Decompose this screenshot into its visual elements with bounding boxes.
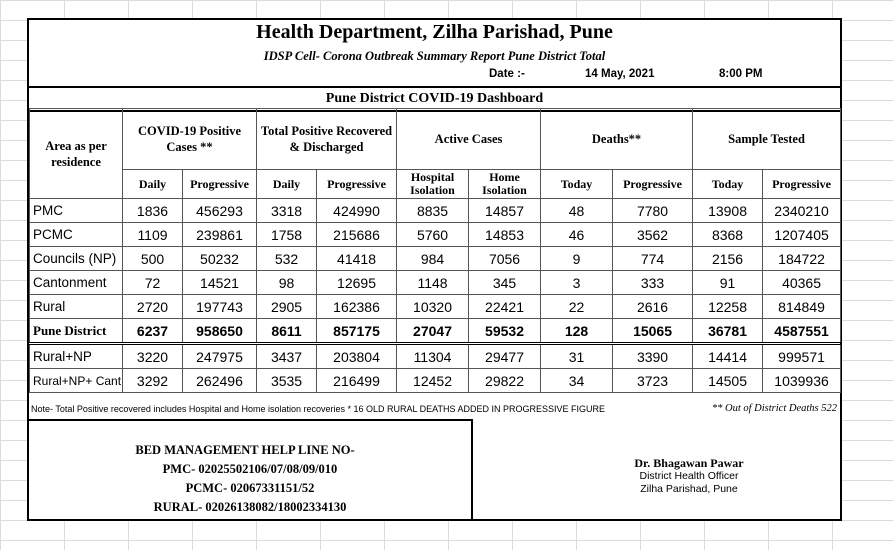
report-title: Health Department, Zilha Parishad, Pune [256,21,613,43]
cell: 239861 [183,223,257,247]
subheader-hospital-isolation: Hospital Isolation [397,170,469,199]
cell: 8368 [693,223,763,247]
cell: 197743 [183,295,257,319]
cell: 29477 [469,344,541,369]
cell: 7056 [469,247,541,271]
cell: 3220 [123,344,183,369]
report-sheet [27,18,842,521]
subheader-progressive: Progressive [763,170,841,199]
cell: 203804 [317,344,397,369]
row-area: PMC [30,199,123,223]
subheader-today: Today [693,170,763,199]
cell: 14521 [183,271,257,295]
cell: 162386 [317,295,397,319]
cell: 8611 [257,319,317,344]
cell: 14505 [693,369,763,393]
row-area: Councils (NP) [30,247,123,271]
cell: 98 [257,271,317,295]
out-of-district-note: ** Out of District Deaths 522 [711,403,837,414]
cell: 958650 [183,319,257,344]
cell: 36781 [693,319,763,344]
cell: 500 [123,247,183,271]
cell: 774 [613,247,693,271]
cell: 6237 [123,319,183,344]
cell: 91 [693,271,763,295]
row-area: Pune District [30,319,123,344]
cell: 532 [257,247,317,271]
cell: 50232 [183,247,257,271]
row-area: Cantonment [30,271,123,295]
cell: 456293 [183,199,257,223]
report-time: 8:00 PM [719,68,763,80]
table-row [30,369,841,393]
helpline-box [29,419,473,520]
helpline-pcmc: PCMC- 02067331151/52 [185,481,315,495]
cell: 12258 [693,295,763,319]
cell: 14857 [469,199,541,223]
cell: 14414 [693,344,763,369]
dashboard-title: Pune District COVID-19 Dashboard [29,86,840,112]
cell: 48 [541,199,613,223]
cell: 215686 [317,223,397,247]
cell: 13908 [693,199,763,223]
date-label: Date :- [489,68,525,80]
cell: 40365 [763,271,841,295]
covid-summary-table [29,108,841,393]
cell: 814849 [763,295,841,319]
header-positive: COVID-19 Positive Cases ** [123,109,257,170]
cell: 15065 [613,319,693,344]
cell: 4587551 [763,319,841,344]
subheader-progressive: Progressive [613,170,693,199]
helpline-pmc: PMC- 02025502106/07/08/09/010 [162,462,338,476]
cell: 29822 [469,369,541,393]
cell: 3535 [257,369,317,393]
cell: 1109 [123,223,183,247]
subheader-daily: Daily [257,170,317,199]
cell: 247975 [183,344,257,369]
cell: 8835 [397,199,469,223]
header-active: Active Cases [397,109,541,170]
cell: 2905 [257,295,317,319]
helpline-rural: RURAL- 02026138082/18002334130 [153,500,347,514]
cell: 184722 [763,247,841,271]
officer-name: Dr. Bhagawan Pawar [634,456,744,470]
cell: 1758 [257,223,317,247]
cell: 2720 [123,295,183,319]
officer-designation: District Health Officer [639,470,739,482]
cell: 1148 [397,271,469,295]
cell: 7780 [613,199,693,223]
subheader-today: Today [541,170,613,199]
report-subtitle: IDSP Cell- Corona Outbreak Summary Report Pune District Total [263,49,606,63]
cell: 3723 [613,369,693,393]
cell: 333 [613,271,693,295]
cell: 12695 [317,271,397,295]
cell: 14853 [469,223,541,247]
officer-signature-block [604,457,774,496]
cell: 31 [541,344,613,369]
subheader-daily: Daily [123,170,183,199]
cell: 2616 [613,295,693,319]
cell: 27047 [397,319,469,344]
cell: 5760 [397,223,469,247]
cell: 10320 [397,295,469,319]
officer-office: Zilha Parishad, Pune [640,483,738,495]
cell: 999571 [763,344,841,369]
cell: 12452 [397,369,469,393]
subheader-home-isolation: Home Isolation [469,170,541,199]
cell: 22421 [469,295,541,319]
cell: 22 [541,295,613,319]
table-row [30,199,841,223]
cell: 11304 [397,344,469,369]
cell: 262496 [183,369,257,393]
cell: 1836 [123,199,183,223]
cell: 345 [469,271,541,295]
cell: 857175 [317,319,397,344]
cell: 3318 [257,199,317,223]
cell: 59532 [469,319,541,344]
cell: 34 [541,369,613,393]
cell: 3437 [257,344,317,369]
table-row [30,247,841,271]
cell: 3 [541,271,613,295]
header-recovered: Total Positive Recovered & Discharged [257,109,397,170]
cell: 1207405 [763,223,841,247]
report-date: 14 May, 2021 [585,68,655,80]
helpline-title: BED MANAGEMENT HELP LINE NO- [135,443,355,457]
cell: 1039936 [763,369,841,393]
header-samples: Sample Tested [693,109,841,170]
table-row [30,344,841,369]
header-deaths: Deaths** [541,109,693,170]
row-area: Rural+NP+ Cant [30,369,123,393]
cell: 9 [541,247,613,271]
row-area: Rural [30,295,123,319]
cell: 984 [397,247,469,271]
cell: 3562 [613,223,693,247]
subheader-progressive: Progressive [183,170,257,199]
cell: 2156 [693,247,763,271]
table-row [30,295,841,319]
subheader-progressive: Progressive [317,170,397,199]
table-row [30,271,841,295]
cell: 424990 [317,199,397,223]
cell: 216499 [317,369,397,393]
footnote: Note- Total Positive recovered includes Hospital and Home isolation recoveries * 16 OLD RURAL DEATHS ADDED IN PROGRESSIVE FIGURE [31,404,606,414]
total-row [30,319,841,344]
row-area: Rural+NP [30,344,123,369]
row-area: PCMC [30,223,123,247]
cell: 128 [541,319,613,344]
cell: 41418 [317,247,397,271]
cell: 72 [123,271,183,295]
table-row [30,223,841,247]
cell: 46 [541,223,613,247]
cell: 3390 [613,344,693,369]
header-area: Area as per residence [30,109,123,199]
cell: 3292 [123,369,183,393]
cell: 2340210 [763,199,841,223]
